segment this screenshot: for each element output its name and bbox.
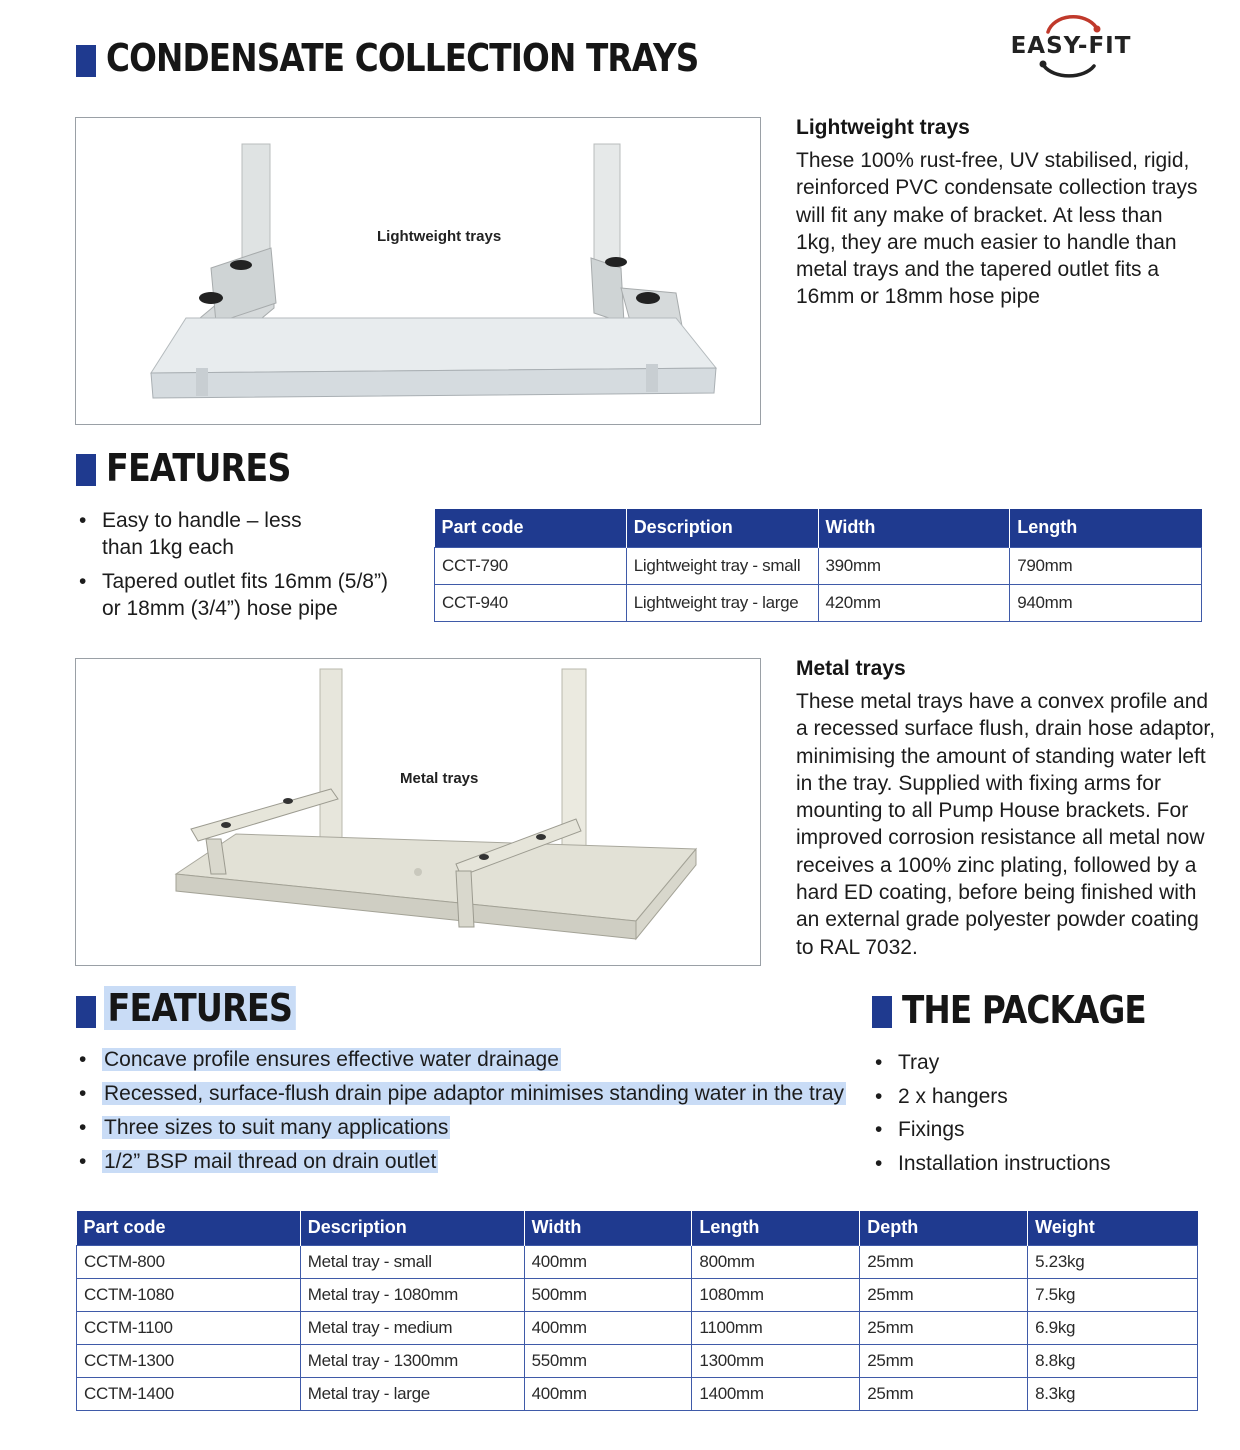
table-cell: 1400mm bbox=[692, 1377, 860, 1410]
package-list bbox=[872, 1050, 1192, 1184]
metal-features-list bbox=[76, 1047, 866, 1183]
list-item: • Fixings bbox=[872, 1117, 1192, 1143]
list-item-text: 1/2” BSP mail thread on drain outlet bbox=[104, 1150, 437, 1173]
table-cell: CCT-940 bbox=[435, 584, 627, 621]
list-item bbox=[76, 1149, 866, 1175]
table-header: Depth bbox=[860, 1211, 1028, 1245]
metal-spec-table bbox=[76, 1211, 1198, 1411]
lightweight-description: These 100% rust-free, UV stabilised, rigid, reinforced PVC condensate collection trays will fit any make of bracket. At less than 1kg, they are much easier to handle than metal trays and the tapered outlet fits a 16mm or 18mm hose pipe bbox=[796, 149, 1198, 309]
table-cell: Lightweight tray - large bbox=[626, 584, 818, 621]
table-cell: 800mm bbox=[692, 1245, 860, 1278]
metal-heading: Metal trays bbox=[796, 657, 906, 680]
list-item bbox=[76, 1081, 866, 1107]
table-header: Description bbox=[300, 1211, 524, 1245]
table-cell: Metal tray - large bbox=[300, 1377, 524, 1410]
list-item: • Tray bbox=[872, 1050, 1192, 1076]
page-title: CONDENSATE COLLECTION TRAYS bbox=[106, 36, 699, 80]
list-item-text: Three sizes to suit many applications bbox=[104, 1116, 449, 1139]
table-cell: 400mm bbox=[524, 1245, 692, 1278]
table-cell: Metal tray - 1300mm bbox=[300, 1344, 524, 1377]
table-cell: 7.5kg bbox=[1028, 1278, 1198, 1311]
metal-tray-illustration bbox=[76, 659, 761, 966]
table-row bbox=[77, 1245, 1198, 1278]
table-cell: 6.9kg bbox=[1028, 1311, 1198, 1344]
table-row bbox=[77, 1311, 1198, 1344]
features-heading-lightweight: FEATURES bbox=[106, 446, 291, 490]
table-cell: 25mm bbox=[860, 1344, 1028, 1377]
table-header: Part code bbox=[77, 1211, 301, 1245]
features-marker bbox=[76, 996, 96, 1028]
table-cell: CCTM-1100 bbox=[77, 1311, 301, 1344]
table-row bbox=[77, 1344, 1198, 1377]
features-heading-metal bbox=[104, 986, 296, 1030]
table-cell: 550mm bbox=[524, 1344, 692, 1377]
list-item-text: Recessed, surface-flush drain pipe adaptor minimises standing water in the tray bbox=[104, 1082, 845, 1105]
table-cell: CCTM-1080 bbox=[77, 1278, 301, 1311]
table-header: Width bbox=[524, 1211, 692, 1245]
list-item-text: Concave profile ensures effective water drainage bbox=[104, 1048, 559, 1071]
lightweight-tray-photo bbox=[75, 117, 761, 425]
logo-text: EASY-FIT bbox=[1010, 33, 1132, 59]
list-item: • Installation instructions bbox=[872, 1151, 1192, 1177]
table-cell: 1080mm bbox=[692, 1278, 860, 1311]
features-marker bbox=[76, 454, 96, 486]
package-marker bbox=[872, 996, 892, 1028]
metal-tray-photo bbox=[75, 658, 761, 966]
easy-fit-logo bbox=[996, 8, 1146, 84]
table-cell: 790mm bbox=[1010, 547, 1202, 584]
table-cell: 500mm bbox=[524, 1278, 692, 1311]
table-cell: Metal tray - medium bbox=[300, 1311, 524, 1344]
list-item: • Easy to handle – less than 1kg each bbox=[76, 507, 406, 561]
table-cell: CCT-790 bbox=[435, 547, 627, 584]
table-cell: 25mm bbox=[860, 1278, 1028, 1311]
table-cell: Lightweight tray - small bbox=[626, 547, 818, 584]
table-header: Length bbox=[1010, 509, 1202, 547]
lightweight-features-list bbox=[76, 507, 406, 629]
list-item bbox=[76, 1115, 866, 1141]
list-item bbox=[76, 1047, 866, 1073]
package-heading: THE PACKAGE bbox=[902, 988, 1146, 1032]
table-cell: 25mm bbox=[860, 1245, 1028, 1278]
table-cell: 5.23kg bbox=[1028, 1245, 1198, 1278]
table-cell: CCTM-1400 bbox=[77, 1377, 301, 1410]
list-item: • Tapered outlet fits 16mm (5/8”) or 18mm (3/4”) hose pipe bbox=[76, 568, 406, 622]
table-cell: Metal tray - small bbox=[300, 1245, 524, 1278]
table-cell: 8.3kg bbox=[1028, 1377, 1198, 1410]
lightweight-photo-label: Lightweight trays bbox=[377, 228, 502, 245]
table-cell: 390mm bbox=[818, 547, 1010, 584]
table-cell: 400mm bbox=[524, 1311, 692, 1344]
table-cell: CCTM-1300 bbox=[77, 1344, 301, 1377]
table-header: Description bbox=[626, 509, 818, 547]
table-cell: 1300mm bbox=[692, 1344, 860, 1377]
lightweight-spec-table bbox=[434, 509, 1202, 622]
table-cell: 1100mm bbox=[692, 1311, 860, 1344]
table-cell: 8.8kg bbox=[1028, 1344, 1198, 1377]
table-header: Length bbox=[692, 1211, 860, 1245]
features-heading-text: FEATURES bbox=[107, 986, 293, 1030]
lightweight-heading: Lightweight trays bbox=[796, 116, 970, 139]
table-header: Width bbox=[818, 509, 1010, 547]
table-cell: 420mm bbox=[818, 584, 1010, 621]
table-cell: CCTM-800 bbox=[77, 1245, 301, 1278]
title-marker bbox=[76, 45, 96, 77]
lightweight-tray-illustration bbox=[76, 118, 761, 425]
table-row bbox=[77, 1278, 1198, 1311]
table-header: Weight bbox=[1028, 1211, 1198, 1245]
table-cell: 25mm bbox=[860, 1377, 1028, 1410]
metal-photo-label: Metal trays bbox=[400, 770, 479, 787]
table-row bbox=[435, 547, 1202, 584]
table-cell: 940mm bbox=[1010, 584, 1202, 621]
table-cell: Metal tray - 1080mm bbox=[300, 1278, 524, 1311]
metal-description: These metal trays have a convex profile and a recessed surface flush, drain hose adaptor, minimising the amount of standing water left in the tray. Supplied with fixing arms for mounting to all Pump House brackets. For improved corrosion resistance all metal now receives a 100% zinc plating, followed by a hard ED coating, before being finished with an external grade polyester powder coating to RAL 7032. bbox=[796, 690, 1216, 959]
table-row bbox=[435, 584, 1202, 621]
table-cell: 25mm bbox=[860, 1311, 1028, 1344]
table-header: Part code bbox=[435, 509, 627, 547]
table-cell: 400mm bbox=[524, 1377, 692, 1410]
table-row bbox=[77, 1377, 1198, 1410]
list-item: • 2 x hangers bbox=[872, 1084, 1192, 1110]
